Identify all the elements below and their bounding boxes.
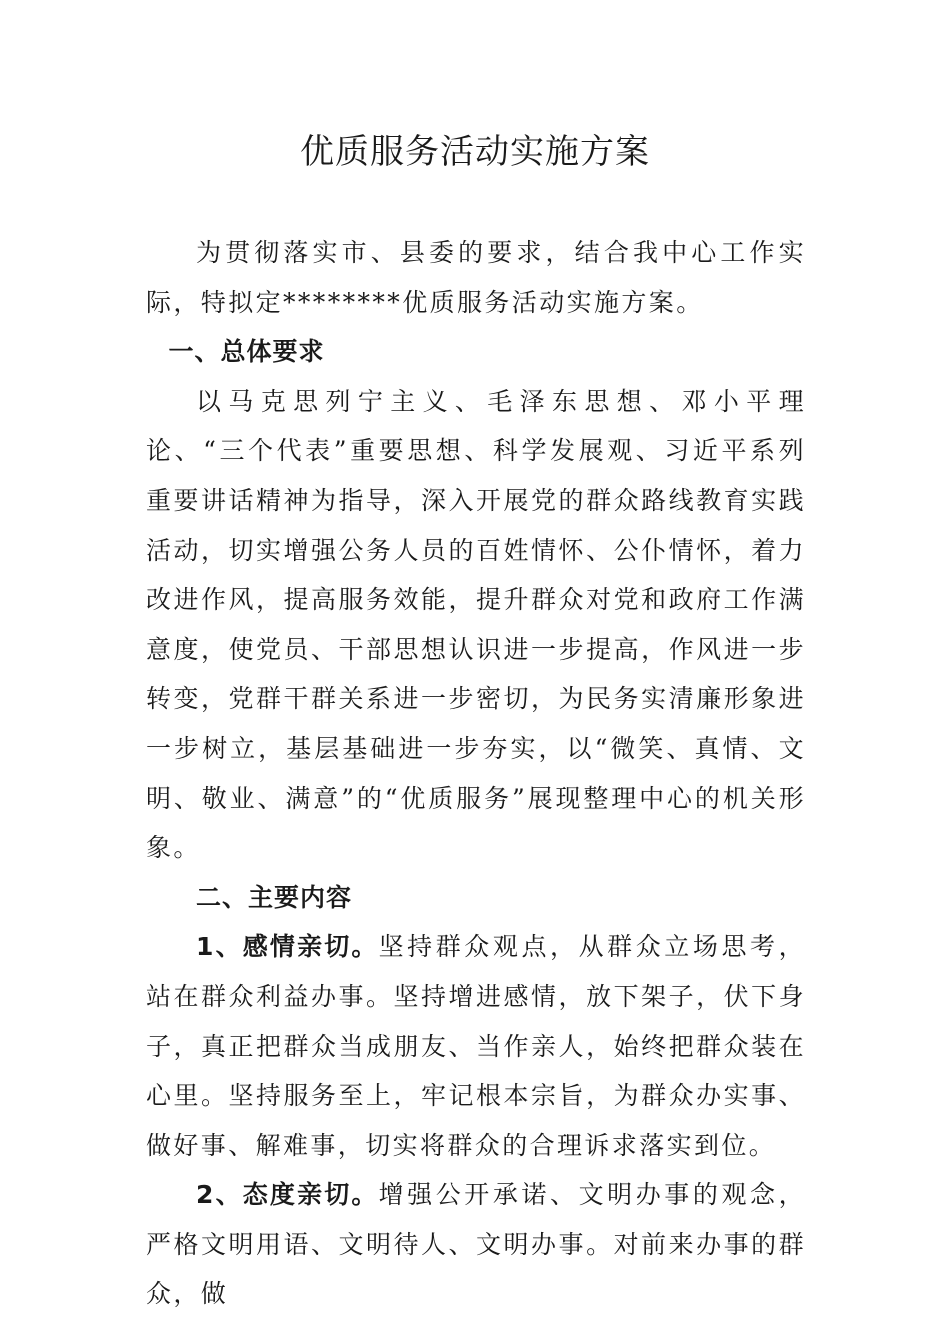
item-1-text: 坚持群众观点，从群众立场思考，站在群众利益办事。坚持增进感情，放下架子，伏下身子，真正把群众当成朋友、当作亲人，始终把群众装在心里。坚持服务至上，牢记根本宗旨，为群众办实事、做好事、解难事，切实将群众的合理诉求落实到位。 [146, 932, 806, 1160]
document-body [146, 228, 806, 1319]
document-title: 优质服务活动实施方案 [300, 132, 650, 172]
item-1-lead: 1、感情亲切。 [196, 932, 379, 962]
section-heading-general-requirements: 一、总体要求 [168, 337, 325, 367]
intro-paragraph: 为贯彻落实市、县委的要求，结合我中心工作实际，特拟定********优质服务活动实施方案。 [146, 238, 806, 317]
main-content-item-1 [146, 922, 806, 1170]
general-requirements-paragraph: 以马克思列宁主义、毛泽东思想、邓小平理论、“三个代表”重要思想、科学发展观、习近平系列重要讲话精神为指导，深入开展党的群众路线教育实践活动，切实增强公务人员的百姓情怀、公仆情怀，着力改进作风，提高服务效能，提升群众对党和政府工作满意度，使党员、干部思想认识进一步提高，作风进一步转变，党群干群关系进一步密切，为民务实清廉形象进一步树立，基层基础进一步夯实，以“微笑、真情、文明、敬业、满意”的“优质服务”展现整理中心的机关形象。 [146, 386, 806, 863]
main-content-item-2 [146, 1170, 806, 1319]
item-2-lead: 2、态度亲切。 [196, 1180, 379, 1210]
section-heading-main-content: 二、主要内容 [196, 882, 353, 912]
item-2-text: 增强公开承诺、文明办事的观念，严格文明用语、文明待人、文明办事。对前来办事的群众，做 [146, 1180, 806, 1309]
